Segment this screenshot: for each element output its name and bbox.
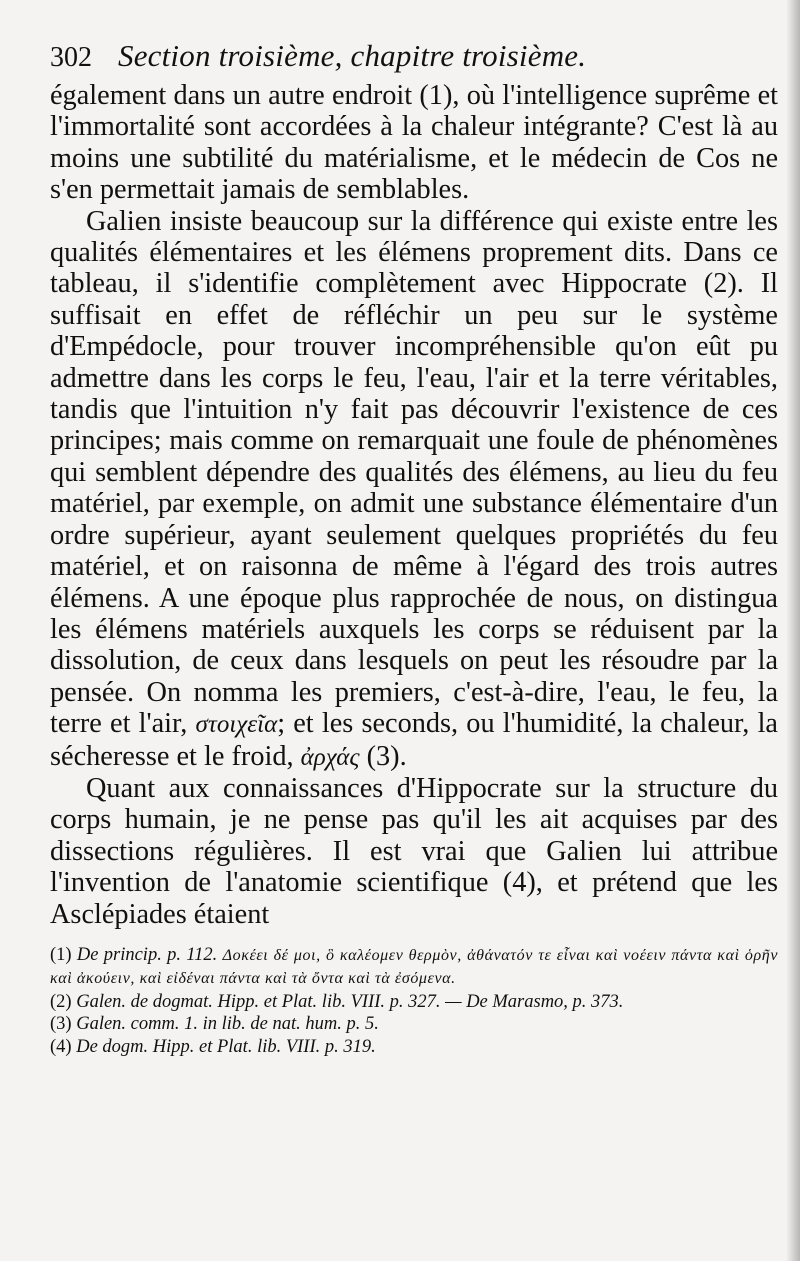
greek-term: στοιχεῖα [195,711,278,739]
footnote-mark: (1) [50,944,72,965]
paragraph-2 [50,206,778,773]
footnote-citation: De princip. p. 112. [76,944,218,965]
footnote-greek-quote: Δοκέει δέ μοι, ὃ καλέομεν θερμὸν, ἀθάνατόν τε εἶναι καὶ νοέειν πάντα καὶ ὁρῆν καὶ ἀκούειν, καὶ εἰδέναι πάντα καὶ τὰ ὄντα καὶ τὰ ἐσόμενα. [50,946,779,988]
footnote-3 [50,1013,778,1036]
paragraph-text-continued: ; et les seconds, ou l'humidité, la chaleur, la sécheresse et le froid, [50,708,778,772]
footnote-citation: Galen. comm. 1. in lib. de nat. hum. p. 5. [76,1014,379,1035]
footnote-citation: Galen. de dogmat. Hipp. et Plat. lib. VIII. p. 327. — De Marasmo, p. 373. [76,991,624,1012]
footnote-mark: (4) [50,1036,72,1057]
paragraph-text: Galien insiste beaucoup sur la différence qui existe entre les qualités élémentaires et les élémens proprement dits. Dans ce tableau, il s'identifie complètement avec Hippocrate (2). Il suffisait en effet de réfléchir un peu sur le système d'Empédocle, pour trouver incompréhensible qu'on eût pu admettre dans les corps le feu, l'eau, l'air et la terre véritables, tandis que l'intuition n'y fait pas découvrir l'existence de ces principes; mais comme on remarquait une foule de phénomènes qui semblent dépendre des qualités des élémens, au lieu du feu matériel, par exemple, on admit une substance élémentaire d'un ordre supérieur, ayant seulement quelques propriétés du feu matériel, et on raisonna de même à l'égard des trois autres élémens. A une époque plus rapprochée de nous, on distingua les élémens matériels auxquels les corps se réduisent par la dissolution, de ceux dans lesquels on peut les résoudre par la pensée. On nomma les premiers, c'est-à-dire, l'eau, le feu, la terre et l'air, [50,205,778,740]
running-header [50,38,778,76]
body-text [50,80,778,930]
paragraph-3 [50,773,778,930]
footnote-4 [50,1036,778,1059]
paragraph-text: Quant aux connaissances d'Hippocrate sur la structure du corps humain, je ne pense pas qu'il les ait acquises par des dissections régulières. Il est vrai que Galien lui attribue l'invention de l'anatomie scientifique (4), et prétend que les Asclépiades étaient [50,772,778,930]
page-number: 302 [50,42,92,73]
footnote-reference: (3). [359,740,407,772]
paragraph-1 [50,80,778,206]
chapter-title: Section troisième, chapitre troisième. [118,38,587,73]
greek-term: ἀρχάς [300,743,360,771]
footnote-mark: (3) [50,1014,72,1035]
footnote-mark: (2) [50,991,72,1012]
footnote-1 [50,944,778,991]
footnotes [50,944,778,1059]
footnote-citation: De dogm. Hipp. et Plat. lib. VIII. p. 319. [76,1036,376,1057]
paragraph-text: également dans un autre endroit (1), où l'intelligence suprême et l'immortalité sont accordées à la chaleur intégrante? C'est là au moins une subtilité du matérialisme, et le médecin de Cos ne s'en permettait jamais de semblables. [50,80,778,206]
footnote-2 [50,991,778,1014]
